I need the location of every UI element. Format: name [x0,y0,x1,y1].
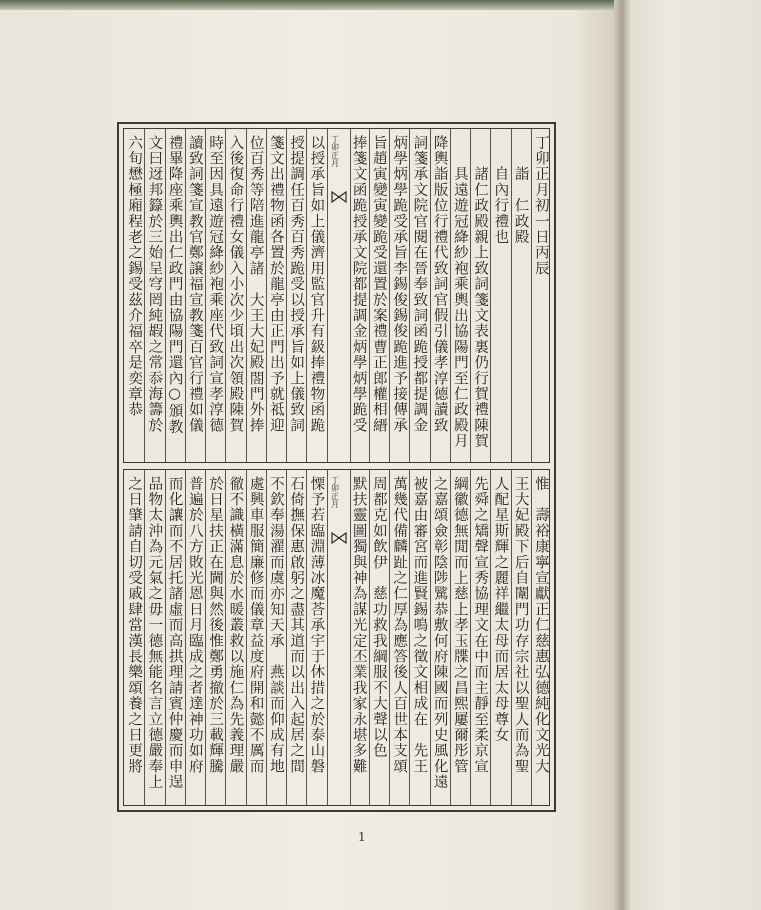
column-rule [246,129,247,462]
text-column: 慄予若臨淵薄冰魔荅承宇于休措之於泰山磐 [308,476,325,775]
text-column: 授提調任百秀百秀跪受以授承旨如上儀致詞 [288,135,305,434]
center-fold-strip [327,470,351,805]
text-column: 詣 仁政殿 [512,135,529,245]
text-column: 以授承旨如上儀濟用監官升有鈒捧禮物函跪 [308,135,325,434]
text-column: 普遍於八方敗光恩日月臨成之者達神功如府 [186,476,203,775]
fold-label: 丁卯正月 [330,135,340,167]
column-rule [409,470,410,805]
text-column: 默扶靈圖獨與神為謀光定丕業我家永堪多難 [350,476,367,775]
column-rule [490,129,491,462]
column-rule [185,470,186,805]
text-column: 被嘉由審宮而進賢錫鳴之徵文相成在 先王 [411,476,428,775]
text-column: 文曰迓邦籙於三始呈穹罔純嘏之常忝海籌於 [146,135,163,434]
column-rule [511,129,512,462]
column-rule [531,470,532,805]
column-rule [205,129,206,462]
column-rule [144,129,145,462]
text-column: 炳學炳學跪受承旨李錫俊錫俊跪進予接傳承 [391,135,408,434]
column-rule [409,129,410,462]
column-rule [511,470,512,805]
column-rule [450,470,451,805]
text-column: 而化讓而不居托諸虛而高拱理請賓仲慶而申逞 [166,476,183,790]
text-column: 綱徽德無閒而上慈上孝玉牒之昌熙屢爾彤管 [451,476,468,775]
page-number: 1 [358,830,366,844]
text-column: 旨趙寅變寅變跪受還置於案禮曹正郎權相縉 [370,135,387,434]
fishtail-mark-icon [331,189,347,205]
text-column: 惟 壽裕康寧宣獻正仁慈惠弘德純化文光大 [532,476,549,775]
text-column: 人配星斯輝之麗祥繼太母而居太母尊女 [492,476,509,743]
column-rule [369,470,370,805]
text-column: 位百秀等陪進龍亭諸 大王大妃殿閤門外捧 [247,135,264,434]
column-rule [470,470,471,805]
text-column: 不欽奉湯濯而虞亦知天承 燕談而仰成有地 [267,476,284,775]
text-column: 捧箋文函跪授承文院都提調金炳學炳學跪受 [350,135,367,434]
column-rule [266,470,267,805]
column-rule [286,470,287,805]
text-column: 周都克如飲伊 慈功救我綱服不大聲以色 [370,476,387,759]
text-column: 時至因具遠遊冠絳紗袍乘座代致詞宣孝淳德 [207,135,224,434]
text-column: 品物太沖為元氣之毋一德無能名言立德嚴奉上 [146,476,163,790]
text-column: 入後復命行禮女儀入小次少頃出次領殿陳賀 [227,135,244,434]
text-column: 徹不識橫滿息於水暖叢救以施仁為先義理嚴 [227,476,244,775]
text-column: 箋文出禮物函各置於龍亭由正門出予就祗迎 [267,135,284,434]
column-rule [306,470,307,805]
column-rule [531,129,532,462]
text-column: 丁卯正月初一日丙辰 [532,135,549,277]
text-column: 萬幾代備麟趾之仁厚為應答後人百世本支頌 [391,476,408,775]
text-column: 詞箋承文院官閱在晉奉致詞函跪授都提調金 [411,135,428,434]
column-rule [450,129,451,462]
column-rule [246,470,247,805]
column-rule [430,470,431,805]
column-rule [266,129,267,462]
column-rule [389,470,390,805]
column-rule [144,470,145,805]
text-column: 先舜之矯聲宣秀協理文在中而主靜至柔京宣 [472,476,489,775]
column-rule [185,129,186,462]
column-rule [490,470,491,805]
text-column: 王大妃殿下后自闈門功存宗社以聖人而為聖 [512,476,529,775]
column-rule [470,129,471,462]
text-column: 具遠遊冠絳紗袍乘輿出協陽門至仁政殿月 [451,166,468,449]
column-rule [165,470,166,805]
text-column: 自內行禮也 [492,135,509,245]
column-rule [225,129,226,462]
column-rule [205,470,206,805]
column-rule [430,129,431,462]
text-column: 禮畢降座乘輿出仁政門由協陽門還內○頒教 [166,135,183,435]
right-page-blank [630,0,761,910]
text-column: 之嘉頌僉彰陰陟騭恭敷何府陳國而列史風化遠 [431,476,448,790]
column-rule [306,129,307,462]
book-gutter [614,0,630,910]
column-rule [165,129,166,462]
column-rule [286,129,287,462]
text-frame [117,122,556,812]
fold-label: 丁卯正月 [330,476,340,508]
lower-text-block [123,469,550,806]
text-column: 之日肇請自切受戚肆當漢長樂頌養之日更將 [126,476,143,775]
page-top-edge [0,0,622,10]
text-column: 諸仁政殿親上致詞箋文表裏仍行賀禮陳賀 [472,135,489,449]
upper-text-block [123,128,550,463]
text-column: 於日星扶正在閫與然後惟鄭勇撤於三載輝騰 [207,476,224,775]
text-column: 降輿詣版位行禮代致詞官假引儀孝淳德讀致 [431,135,448,434]
column-rule [389,129,390,462]
text-column: 六旬懋極廂程老之錫受茲介福卒是奕章恭 [126,135,143,418]
column-rule [225,470,226,805]
center-fold-strip [327,129,351,462]
text-column: 處興車服簡廉修而儀章益度府開和懿不厲而 [247,476,264,775]
fishtail-mark-icon [331,530,347,546]
column-rule [369,129,370,462]
text-column: 石倚撫保惠啟躬之盡其道而以出入起居之間 [288,476,305,775]
text-column: 讀致詞箋宣教官鄭譲福宣教箋百官行禮如儀 [186,135,203,434]
